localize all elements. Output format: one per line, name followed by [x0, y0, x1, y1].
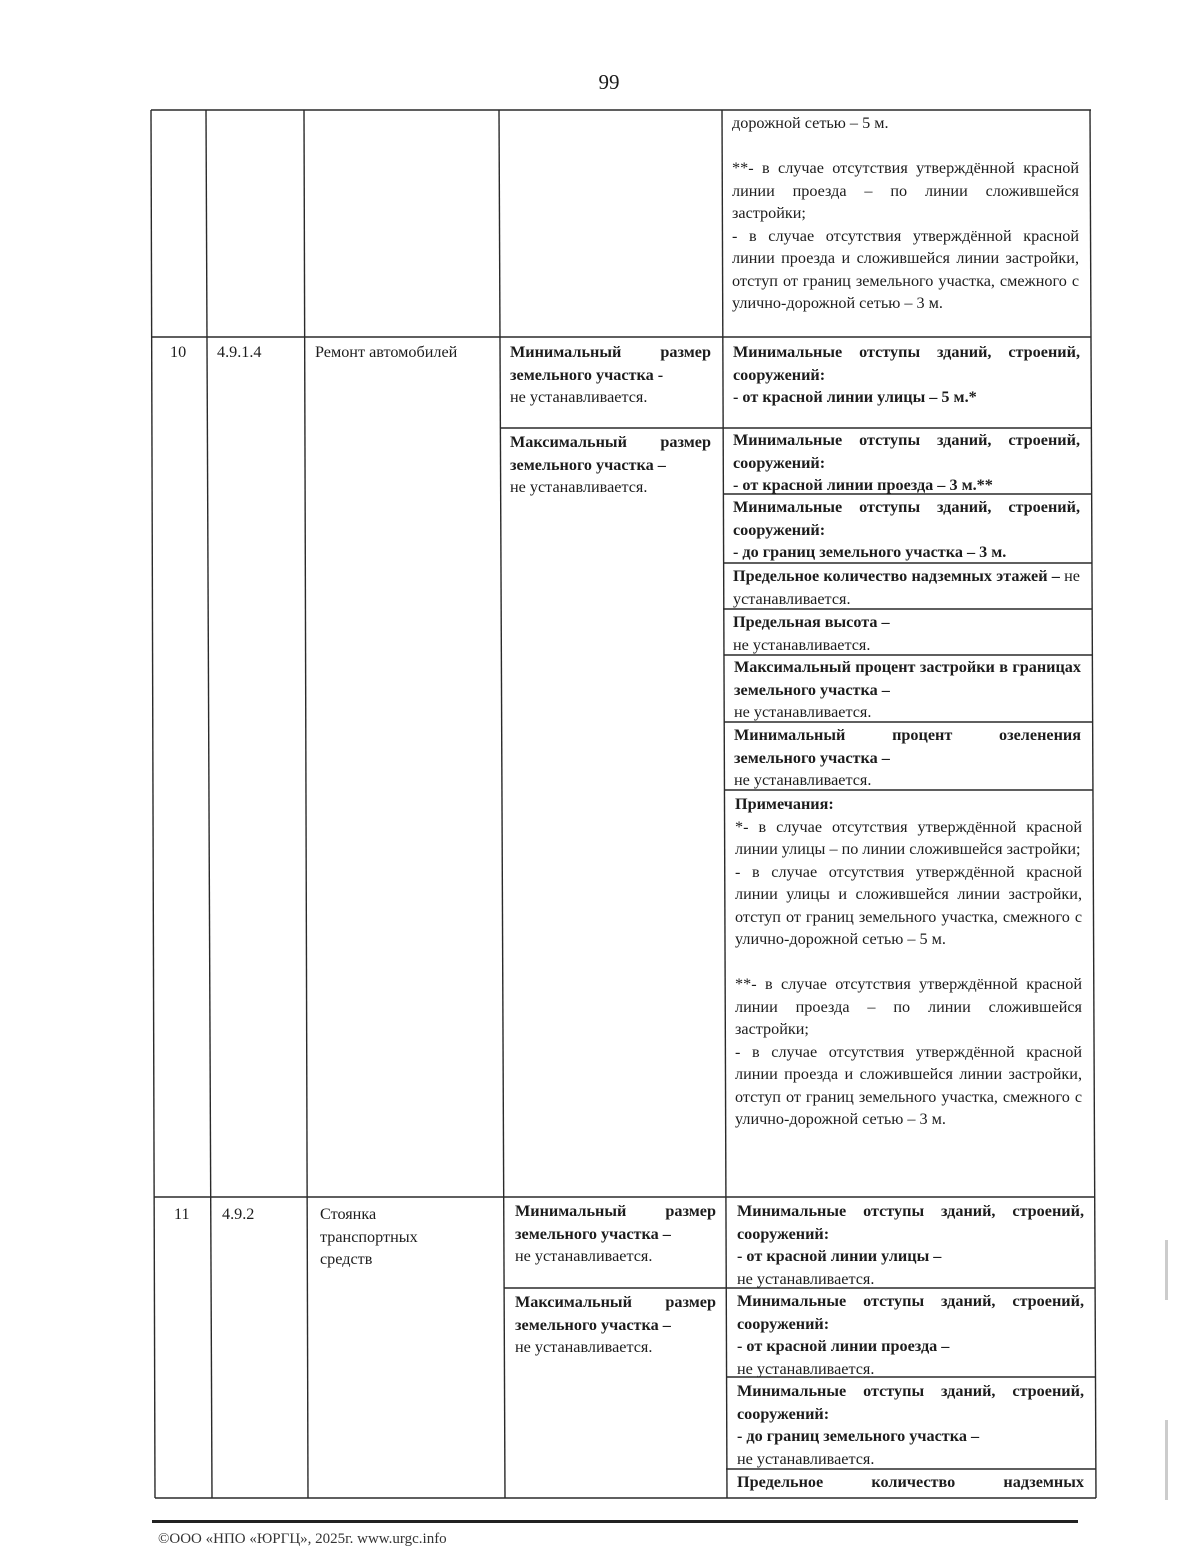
- param-cell: [733, 496, 1080, 564]
- param-value: - от красной линии улицы – 5 м.*: [733, 388, 977, 406]
- param-cell: [733, 341, 1080, 409]
- param-title: Предельная высота –: [733, 613, 890, 631]
- param-value: не устанавливается.: [737, 1359, 875, 1378]
- param-value: - от красной линии проезда –: [737, 1337, 950, 1355]
- param-cell: [733, 565, 1080, 610]
- param-cell: [737, 1471, 1084, 1494]
- size-min-value: не устанавливается.: [510, 388, 648, 406]
- param-title: Минимальные отступы зданий, строений, сооружений:: [733, 431, 1080, 472]
- param-value: не устанавливается.: [737, 1269, 875, 1288]
- size-min-title: Минимальный размер земельного участка –: [515, 1202, 716, 1243]
- size-max-title: Максимальный размер земельного участка –: [510, 433, 711, 474]
- param-title: Минимальные отступы зданий, строений, сооружений:: [733, 343, 1080, 384]
- size-max-value: не устанавливается.: [515, 1338, 653, 1356]
- row-number: 10: [170, 343, 187, 361]
- param-title: Максимальный процент застройки в границах земельного участка –: [734, 658, 1081, 699]
- param-title: Минимальные отступы зданий, строений, сооружений:: [737, 1382, 1084, 1423]
- note-line: - в случае отсутствия утверждённой красной линии проезда и сложившейся линии застройки, отступ от границ земельного участка, смежного с улично-дорожной сетью – 3 м.: [732, 226, 1079, 312]
- note-line: дорожной сетью – 5 м.: [732, 114, 889, 132]
- param-cell: [734, 656, 1081, 724]
- param-value: - от красной линии улицы –: [737, 1247, 942, 1265]
- param-title: Минимальные отступы зданий, строений, сооружений:: [737, 1202, 1084, 1243]
- param-value: - до границ земельного участка –: [737, 1427, 980, 1445]
- scan-artifact: [1165, 1240, 1168, 1300]
- note-line: **- в случае отсутствия утверждённой красной линии проезда – по линии сложившейся застройки;: [732, 159, 1079, 222]
- size-min-cell: [510, 341, 711, 409]
- size-min-value: не устанавливается.: [515, 1247, 653, 1265]
- param-value: - до границ земельного участка – 3 м.: [733, 543, 1007, 561]
- param-cell: [737, 1290, 1084, 1380]
- note-line: *- в случае отсутствия утверждённой красной линии улицы – по линии сложившейся застройки;: [735, 817, 1082, 858]
- row-number: 11: [174, 1205, 190, 1223]
- scan-artifact: [1165, 1420, 1168, 1500]
- param-value: не устанавливается.: [734, 703, 872, 721]
- size-min-cell: [515, 1200, 716, 1268]
- page-number: 99: [598, 70, 620, 94]
- param-title: Минимальный процент озеленения земельного участка –: [734, 726, 1081, 767]
- param-value: - от красной линии проезда – 3 м.**: [733, 476, 993, 494]
- row-name: Стоянка транспортных средств: [320, 1205, 418, 1268]
- footer-divider: [152, 1520, 1078, 1523]
- param-value: не устанавливается.: [733, 567, 1080, 608]
- note-line: - в случае отсутствия утверждённой красной линии улицы и сложившейся линии застройки, отступ от границ земельного участка, смежного с улично-дорожной сетью – 5 м.: [735, 862, 1082, 948]
- note-line: **- в случае отсутствия утверждённой красной линии проезда – по линии сложившейся застройки;: [735, 975, 1082, 1038]
- param-cell: [737, 1200, 1084, 1290]
- notes-cell: [735, 793, 1082, 1131]
- param-cell: [733, 611, 1080, 656]
- param-title: Предельное количество надземных: [737, 1473, 1084, 1491]
- row-code: 4.9.1.4: [217, 343, 262, 361]
- continuation-notes: [732, 112, 1079, 315]
- footer-copyright: ©ООО «НПО «ЮРГЦ», 2025г. www.urgc.info: [158, 1531, 447, 1547]
- size-max-cell: [515, 1291, 716, 1359]
- param-cell: [734, 724, 1081, 792]
- notes-title: Примечания:: [735, 795, 834, 813]
- param-value: не устанавливается.: [733, 635, 871, 654]
- note-line: - в случае отсутствия утверждённой красной линии проезда и сложившейся линии застройки, отступ от границ земельного участка, смежного с улично-дорожной сетью – 3 м.: [735, 1042, 1082, 1128]
- size-max-title: Максимальный размер земельного участка –: [515, 1293, 716, 1334]
- param-cell: [737, 1380, 1084, 1470]
- param-title: Минимальные отступы зданий, строений, сооружений:: [737, 1292, 1084, 1333]
- param-cell: [733, 429, 1080, 497]
- row-name: Ремонт автомобилей: [315, 343, 458, 361]
- param-title: Минимальные отступы зданий, строений, сооружений:: [733, 498, 1080, 539]
- row-code: 4.9.2: [222, 1205, 255, 1223]
- size-max-value: не устанавливается.: [510, 478, 648, 496]
- param-value: не устанавливается.: [737, 1449, 875, 1468]
- size-max-cell: [510, 431, 711, 499]
- param-title: Предельное количество надземных этажей –: [733, 567, 1060, 585]
- size-min-title: Минимальный размер земельного участка -: [510, 343, 711, 384]
- param-value: не устанавливается.: [734, 771, 872, 789]
